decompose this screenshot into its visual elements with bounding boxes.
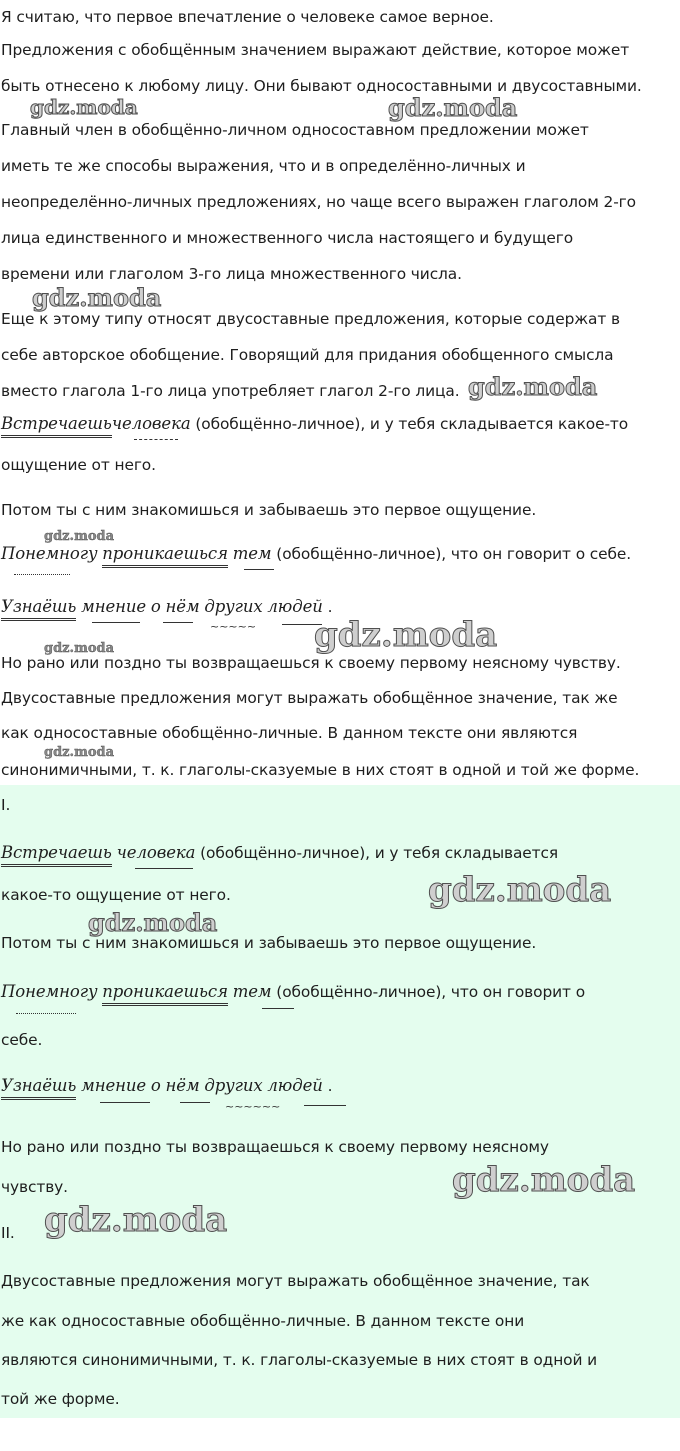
watermark-logo: gdz.moda (468, 372, 598, 401)
object-underline (135, 868, 193, 869)
watermark-logo: gdz.moda (88, 908, 218, 937)
sentence-line: синонимичными, т. к. глаголы-сказуемые в них стоят в одной и той же форме. (1, 761, 640, 779)
intro-line: лица единственного и множественного числа настоящего и будущего (1, 229, 574, 247)
preposition-word: о (150, 597, 161, 616)
watermark-logo: gdz.moda (32, 283, 162, 312)
watermark-logo: gdz.moda (44, 745, 115, 760)
watermark-logo: gdz.moda (452, 1160, 636, 1200)
sentence-line: Двусоставные предложения могут выражать обобщённое значение, так же (1, 689, 618, 707)
object-word: мнение (81, 597, 147, 616)
sentence-line: как односоставные обобщённо-личные. В данном тексте они являются (1, 724, 578, 742)
intro-line: вместо глагола 1-го лица употребляет глагол 2-го лица. (1, 382, 460, 400)
watermark-logo: gdz.moda (44, 641, 115, 656)
sentence-line: ощущение от него. (1, 456, 156, 474)
sentence-line: Двусоставные предложения могут выражать обобщённое значение, так (1, 1272, 590, 1290)
parsed-sentence: Узнаёшь мнение о нём других людей . (1, 597, 332, 616)
intro-line: Я считаю, что первое впечатление о человеке самое верное. (1, 8, 494, 26)
intro-line: времени или глаголом 3-го лица множественного числа. (1, 265, 462, 283)
parsed-sentence (1, 982, 585, 1001)
intro-line: Еще к этому типу относят двусоставные предложения, которые содержат в (1, 310, 620, 328)
object-word: нём (165, 1076, 200, 1095)
parsed-sentence (1, 843, 558, 862)
section-label: II. (1, 1224, 15, 1242)
sentence-line: являются синонимичными, т. к. глаголы-сказуемые в них стоят в одной и (1, 1351, 598, 1369)
object-underline (100, 1102, 150, 1103)
sentence-line: же как односоставные обобщённо-личные. В данном тексте они (1, 1312, 525, 1330)
adverbial-underline (14, 574, 70, 575)
sentence-line: Но рано или поздно ты возвращаешься к своему первому неясному (1, 1138, 549, 1156)
intro-line: иметь те же способы выражения, что и в определённо-личных и (1, 157, 526, 175)
object-underline (262, 1008, 294, 1009)
parsed-sentence (1, 414, 628, 433)
sentence-line: Потом ты с ним знакомишься и забываешь это первое ощущение. (1, 501, 537, 519)
sentence-line: себе. (1, 1031, 43, 1049)
object-underline (163, 622, 193, 623)
object-word: человека (116, 843, 196, 862)
attribute-word: других (204, 1076, 263, 1095)
object-underline (304, 1105, 346, 1106)
sentence-text: (обобщённо-личное), что он говорит о себе. (271, 545, 632, 563)
sentence-line: той же форме. (1, 1390, 120, 1408)
object-underline (180, 1102, 210, 1103)
intro-line: Главный член в обобщённо-личном односоставном предложении может (1, 121, 589, 139)
watermark-logo: gdz.moda (44, 529, 115, 544)
object-underline (244, 569, 274, 570)
watermark-logo: gdz.moda (44, 1200, 228, 1240)
object-word: людей (267, 1076, 323, 1095)
watermark-logo: gdz.moda (314, 615, 498, 655)
predicate-word: проникаешься (102, 544, 228, 568)
predicate-word: проникаешься (102, 982, 228, 1006)
intro-line: быть отнесено к любому лицу. Они бывают односоставными и двусоставными. (1, 77, 642, 95)
predicate-word: Встречаешь (1, 414, 112, 438)
watermark-logo: gdz.moda (388, 93, 518, 122)
sentence-line: какое-то ощущение от него. (1, 886, 231, 904)
sentence-text: (обобщённо-личное), и у тебя складывается какое-то (190, 415, 629, 433)
predicate-word: Узнаёшь (1, 597, 76, 621)
parsed-sentence (1, 544, 631, 563)
object-word: мнение (81, 1076, 147, 1095)
sentence-text: (обобщённо-личное), и у тебя складывается (195, 844, 559, 862)
object-word: тем (232, 544, 272, 563)
object-underline (92, 622, 140, 623)
object-word: людей (267, 597, 323, 616)
parsed-sentence: Узнаёшь мнение о нём других людей . (1, 1076, 332, 1095)
intro-line: Предложения с обобщённым значением выражают действие, которое может (1, 41, 630, 59)
intro-line: неопределённо-личных предложениях, но чаще всего выражен глаголом 2-го (1, 193, 636, 211)
preposition-word: о (150, 1076, 161, 1095)
predicate-word: Узнаёшь (1, 1076, 76, 1100)
watermark-logo: gdz.moda (30, 95, 138, 119)
sentence-line: Потом ты с ним знакомишься и забываешь это первое ощущение. (1, 934, 537, 952)
attribute-word: других (204, 597, 263, 616)
sentence-text: (обобщённо-личное), что он говорит о (271, 983, 586, 1001)
watermark-logo: gdz.moda (428, 870, 612, 910)
sentence-line: чувству. (1, 1178, 68, 1196)
intro-line: себе авторское обобщение. Говорящий для придания обобщенного смысла (1, 346, 614, 364)
adverbial-underline (16, 1013, 76, 1014)
section-label: I. (1, 796, 11, 814)
predicate-word: Встречаешь (1, 843, 112, 867)
sentence-line: Но рано или поздно ты возвращаешься к своему первому неясному чувству. (1, 654, 621, 672)
object-word: нём (165, 597, 200, 616)
adverbial-word: Понемногу (1, 982, 98, 1001)
object-word: человека (111, 414, 191, 433)
object-word: тем (232, 982, 272, 1001)
object-underline (134, 439, 178, 440)
adverbial-word: Понемногу (1, 544, 98, 563)
